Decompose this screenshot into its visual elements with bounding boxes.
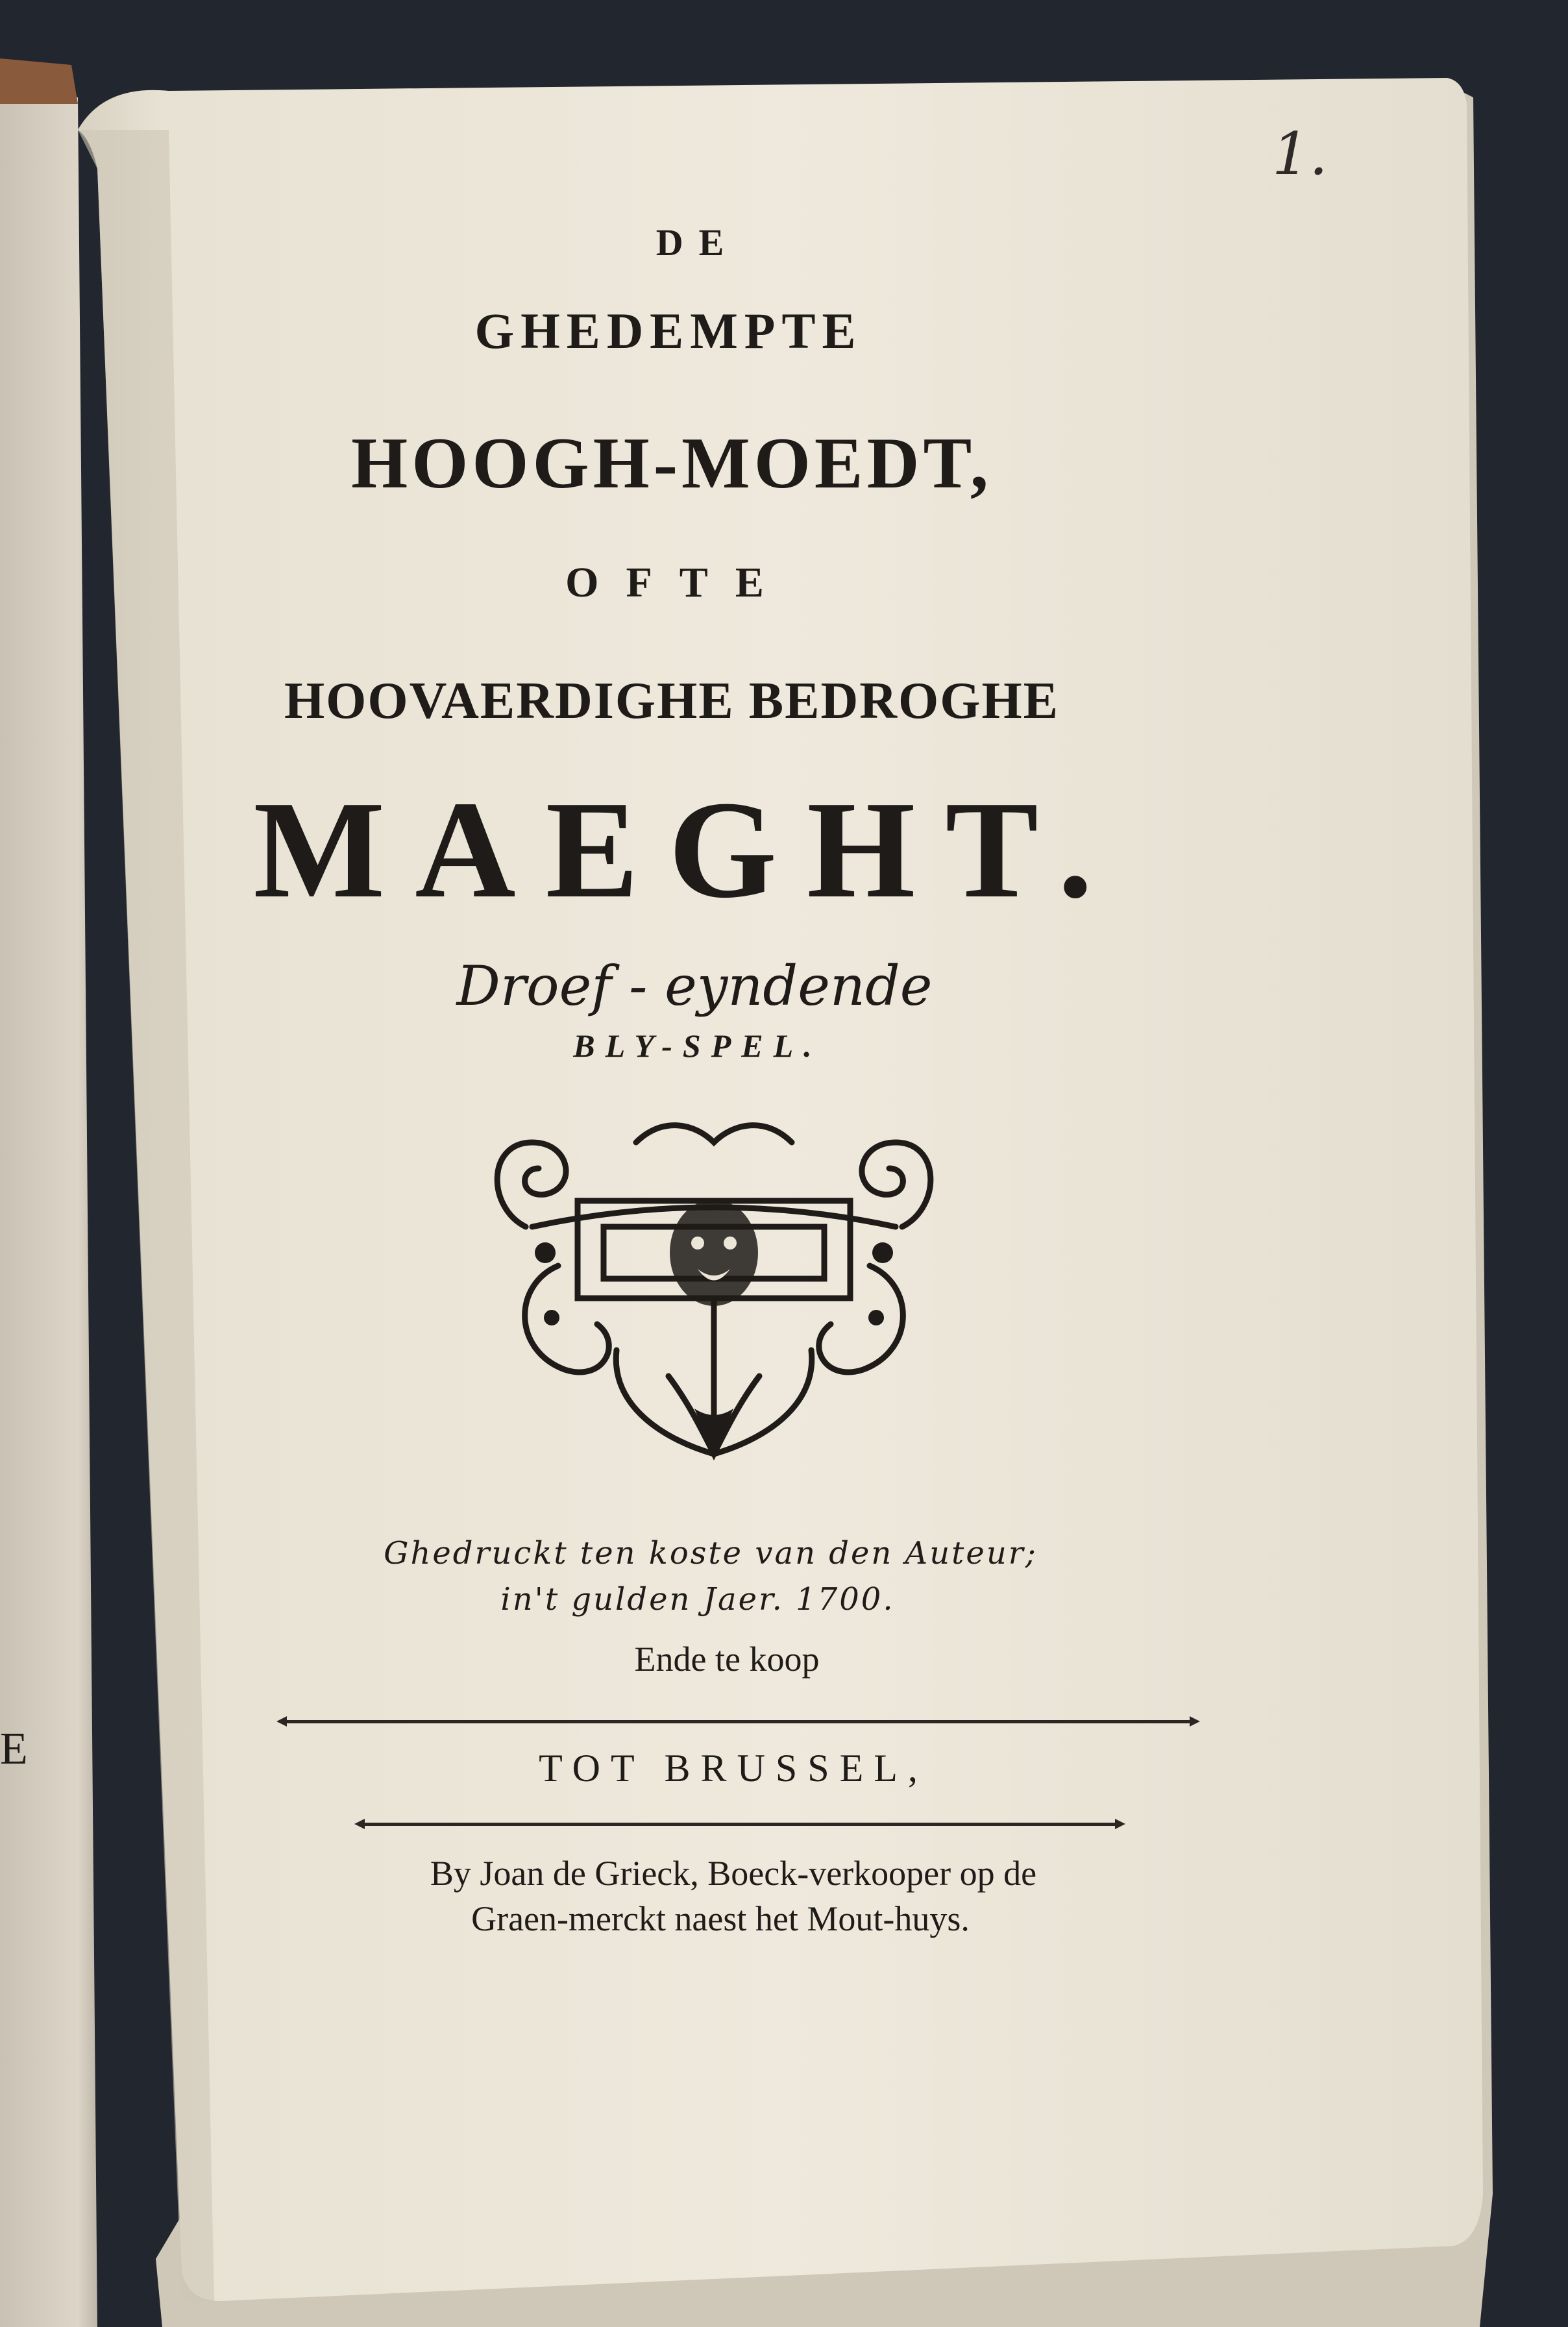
publisher-line-1: By Joan de Grieck, Boeck-verkooper op de: [430, 1854, 1037, 1893]
title-line-de: DE: [655, 221, 740, 264]
genre-line-bly-spel: BLY-SPEL.: [573, 1028, 822, 1064]
publisher-line-2: Graen-merckt naest het Mout-huys.: [471, 1899, 970, 1938]
city-line: TOT BRUSSEL,: [539, 1747, 928, 1790]
title-line-ofte: OFTE: [565, 559, 791, 606]
imprint-line-3: Ende te koop: [634, 1640, 820, 1679]
genre-line-droef-eyndende: Droef - eyndende: [456, 954, 933, 1018]
title-line-ghedempte: GHEDEMPTE: [474, 302, 863, 359]
title-line-hoovaerdighe-bedroghe: HOOVAERDIGHE BEDROGHE: [284, 672, 1060, 730]
rule-lower: [363, 1823, 1116, 1826]
rule-upper: [286, 1720, 1191, 1723]
title-line-hoogh-moedt: HOOGH-MOEDT,: [351, 423, 992, 504]
page-number: 1.: [1272, 120, 1328, 188]
facing-page-letter: E: [0, 1724, 28, 1774]
printers-ornament: [474, 1103, 954, 1467]
title-line-maeght: MAEGHT.: [253, 772, 1123, 927]
imprint-line-1: Ghedruckt ten koste van den Auteur;: [384, 1535, 1038, 1571]
imprint-line-2: in't gulden Jaer. 1700.: [500, 1581, 895, 1618]
